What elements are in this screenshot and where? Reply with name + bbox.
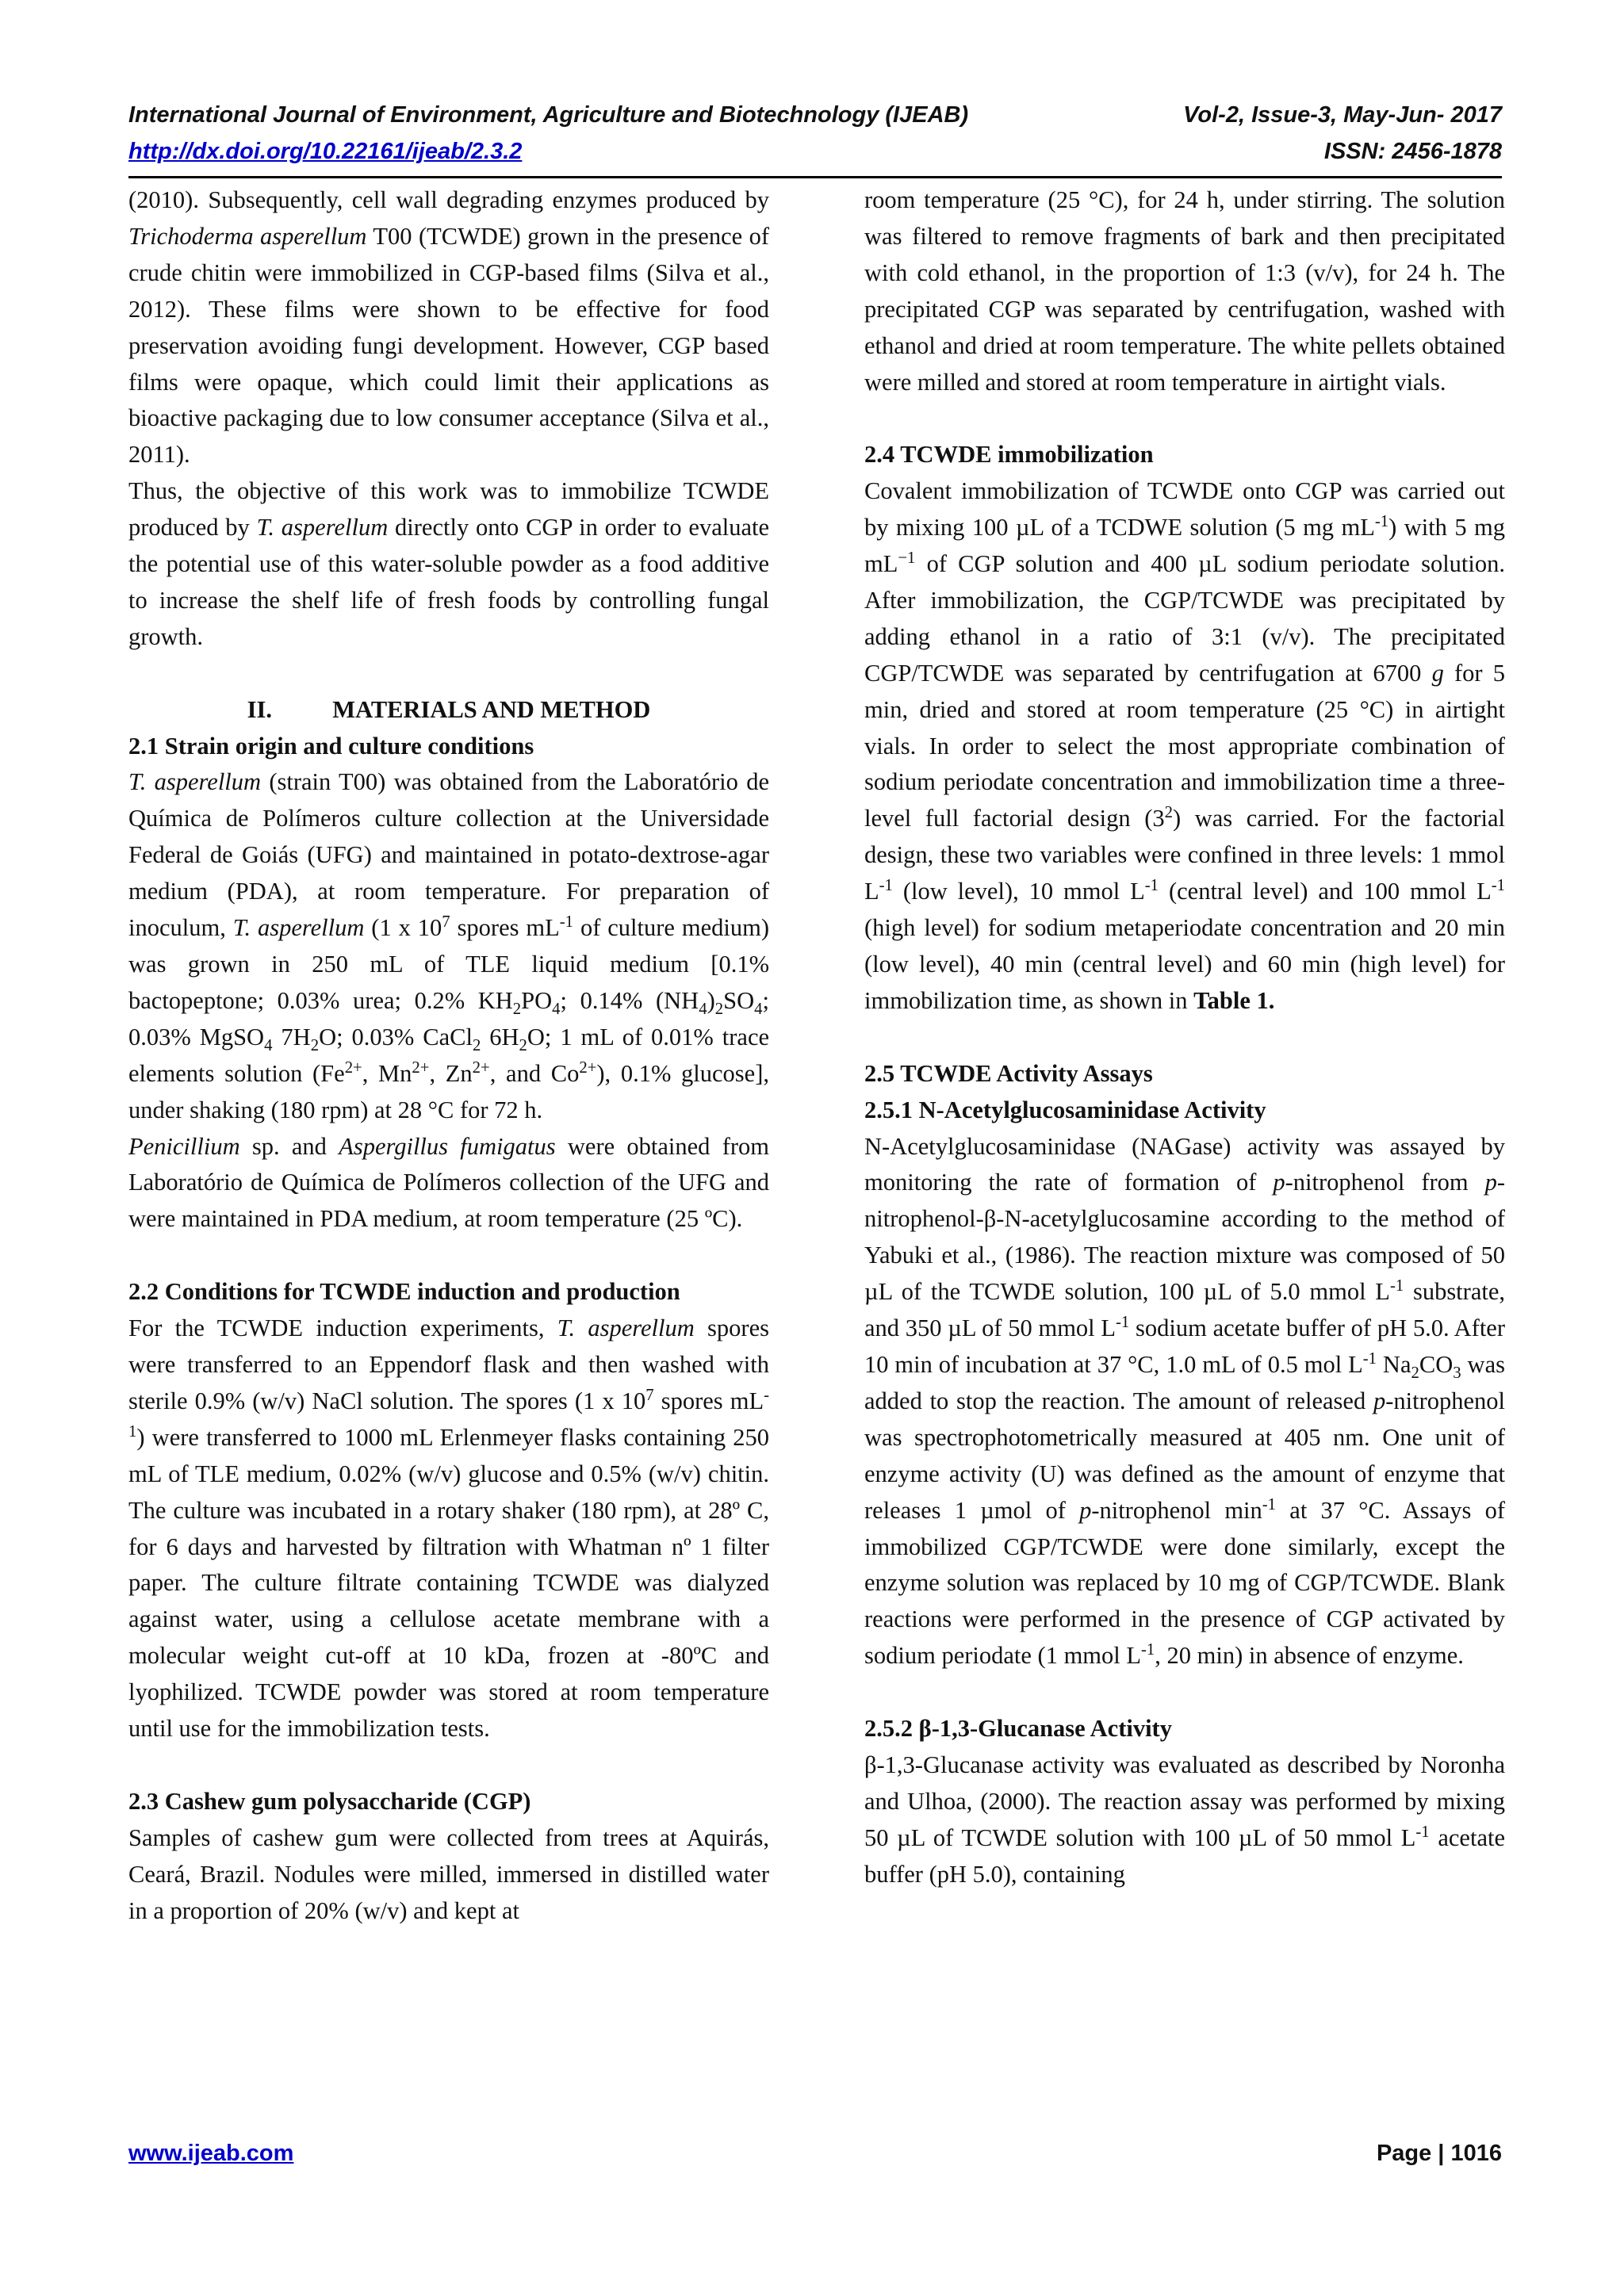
penicillium-paragraph: Penicillium sp. and Aspergillus fumigatus were obtained from Laboratório de Química de Polímeros collection of the UFG and were maintained in PDA medium, at room temperature (25 ºC). [128, 1132, 769, 1233]
issn: ISSN: 2456-1878 [1323, 139, 1502, 164]
intro-paragraph-2: Thus, the objective of this work was to immobilize TCWDE produced by T. asperellum directly onto CGP in order to evaluate the potential use of this water-soluble powder as a food additive to increase the shelf life of fresh foods by controlling fungal growth. [128, 477, 769, 650]
cgp-paragraph-continued: room temperature (25 °C), for 24 h, under stirring. The solution was filtered to remove fragments of bark and then precipitated with cold ethanol, in the proportion of 1:3 (v/v), for 24 h. The precipitated CGP was separated by centrifugation, washed with ethanol and dried at room temperature. The white pellets obtained were milled and stored at room temperature in airtight vials. [864, 186, 1505, 396]
induction-paragraph: For the TCWDE induction experiments, T. asperellum spores were transferred to an Eppendorf flask and then washed with sterile 0.9% (w/v) NaCl solution. The spores (1 x $10^7$ spores $mL^{-1}$) were transferred to 1000 mL Erlenmeyer flasks containing 250 mL of TLE medium, 0.02% (w/v) glucose and 0.5% (w/v) chitin. The culture was incubated in a rotary shaker (180 rpm), at 28º C, for 6 days and harvested by filtration with Whatman nº 1 filter paper. The culture filtrate containing TCWDE was dialyzed against water, using a cellulose acetate membrane with a molecular weight cut-off at 10 kDa, frozen at -80ºC and lyophilized. TCWDE powder was stored at room temperature until use for the immobilization tests. [128, 1314, 769, 1743]
page-number: Page | 1016 [1376, 2141, 1502, 2166]
running-header [128, 97, 1502, 170]
journal-url-link[interactable]: www.ijeab.com [128, 2141, 294, 2166]
subsection-heading-2-5-1: 2.5.1 N-Acetylglucosaminidase Activity [864, 1096, 1266, 1123]
subsection-heading-2-2: 2.2 Conditions for TCWDE induction and production [128, 1278, 680, 1306]
section-heading-materials: II. MATERIALS AND METHOD [247, 695, 651, 723]
subsection-heading-2-5: 2.5 TCWDE Activity Assays [864, 1059, 1153, 1087]
left-column [128, 182, 769, 1929]
doi-link[interactable]: http://dx.doi.org/10.22161/ijeab/2.3.2 [128, 139, 523, 164]
right-column [864, 182, 1505, 1893]
nagase-paragraph: N-Acetylglucosaminidase (NAGase) activity was assayed by monitoring the rate of formation of p-nitrophenol from p-nitrophenol-β-N-acetylglucosamine according to the method of Yabuki et al., (1986). The reaction mixture was composed of 50 µL of the TCWDE solution, 100 µL of 5.0 mmol $L^{-1}$ substrate, and 350 µL of 50 mmol $L^{-1}$ sodium acetate buffer of pH 5.0. After 10 min of incubation at 37 °C, 1.0 mL of 0.5 mol $L^{-1}$ $Na_2CO_3$ was added to stop the reaction. The amount of released p-nitrophenol was spectrophotometrically measured at 405 nm. One unit of enzyme activity (U) was defined as the amount of enzyme that releases 1 µmol of p-nitrophenol $\min^{-1}$ at 37 °C. Assays of immobilized CGP/TCWDE were done similarly, except the enzyme solution was replaced by 10 mg of CGP/TCWDE. Blank reactions were performed in the presence of CGP activated by sodium periodate (1 mmol $L^{-1}$, 20 min) in absence of enzyme. [864, 1132, 1506, 1670]
volume-info: Vol-2, Issue-3, May-Jun- 2017 [1183, 102, 1502, 128]
header-rule [128, 176, 1502, 178]
cgp-paragraph: Samples of cashew gum were collected from trees at Aquirás, Ceará, Brazil. Nodules were milled, immersed in distilled water in a proportion of 20% (w/v) and kept at [128, 1823, 769, 1924]
immobilization-paragraph: Covalent immobilization of TCWDE onto CGP was carried out by mixing 100 µL of a TCDWE solution (5 mg $mL^{-1}$) with 5 mg $mL^{-1}$ of CGP solution and 400 µL sodium periodate solution. After immobilization, the CGP/TCWDE was precipitated by adding ethanol in a ratio of 3:1 (v/v). The precipitated CGP/TCWDE was separated by centrifugation at 6700 g for 5 min, dried and stored at room temperature (25 °C) in airtight vials. In order to select the most appropriate combination of sodium periodate concentration and immobilization time a three-level full factorial design $(3^2)$ was carried. For the factorial design, these two variables were confined in three levels: 1 mmol $L^{-1}$ (low level), 10 mmol $L^{-1}$ (central level) and 100 mmol $L^{-1}$ (high level) for sodium metaperiodate concentration and 20 min (low level), 40 min (central level) and 60 min (high level) for immobilization time, as shown in Table 1. [864, 477, 1506, 1014]
glucanase-paragraph: β-1,3-Glucanase activity was evaluated as described by Noronha and Ulhoa, (2000). The reaction assay was performed by mixing 50 µL of TCWDE solution with 100 µL of 50 mmol $L^{-1}$ acetate buffer (pH 5.0), containing [864, 1751, 1505, 1888]
subsection-heading-2-5-2: 2.5.2 β-1,3-Glucanase Activity [864, 1715, 1172, 1743]
subsection-heading-2-1: 2.1 Strain origin and culture conditions [128, 732, 534, 760]
strain-paragraph: T. asperellum (strain T00) was obtained from the Laboratório de Química de Polímeros culture collection at the Universidade Federal de Goiás (UFG) and maintained in potato-dextrose-agar medium (PDA), at room temperature. For preparation of inoculum, T. asperellum (1 x $10^7$ spores $mL^{-1}$ of culture medium) was grown in 250 mL of TLE liquid medium [0.1% bactopeptone; 0.03% urea; 0.2% $KH_2PO_4$; 0.14% $(NH_4)_2SO_4$; 0.03% MgSO$_4$ $7H_2O$; 0.03% CaCl$_2$ $6H_2O$; 1 mL of 0.01% trace elements solution ($Fe^{2+}$, $Mn^{2+}$, $Zn^{2+}$, and $Co^{2+}$), 0.1% glucose], under shaking (180 rpm) at 28 °C for 72 h. [128, 768, 770, 1123]
journal-title: International Journal of Environment, Agriculture and Biotechnology (IJEAB) [128, 102, 969, 128]
subsection-heading-2-3: 2.3 Cashew gum polysaccharide (CGP) [128, 1787, 531, 1815]
subsection-heading-2-4: 2.4 TCWDE immobilization [864, 441, 1154, 469]
intro-paragraph-1: (2010). Subsequently, cell wall degrading enzymes produced by Trichoderma asperellum T00 (TCWDE) grown in the presence of crude chitin were immobilized in CGP-based films (Silva et al., 2012). These films were shown to be effective for food preservation avoiding fungi development. However, CGP based films were opaque, which could limit their applications as bioactive packaging due to low consumer acceptance (Silva et al., 2011). [128, 186, 770, 469]
page-footer [128, 2141, 1502, 2167]
